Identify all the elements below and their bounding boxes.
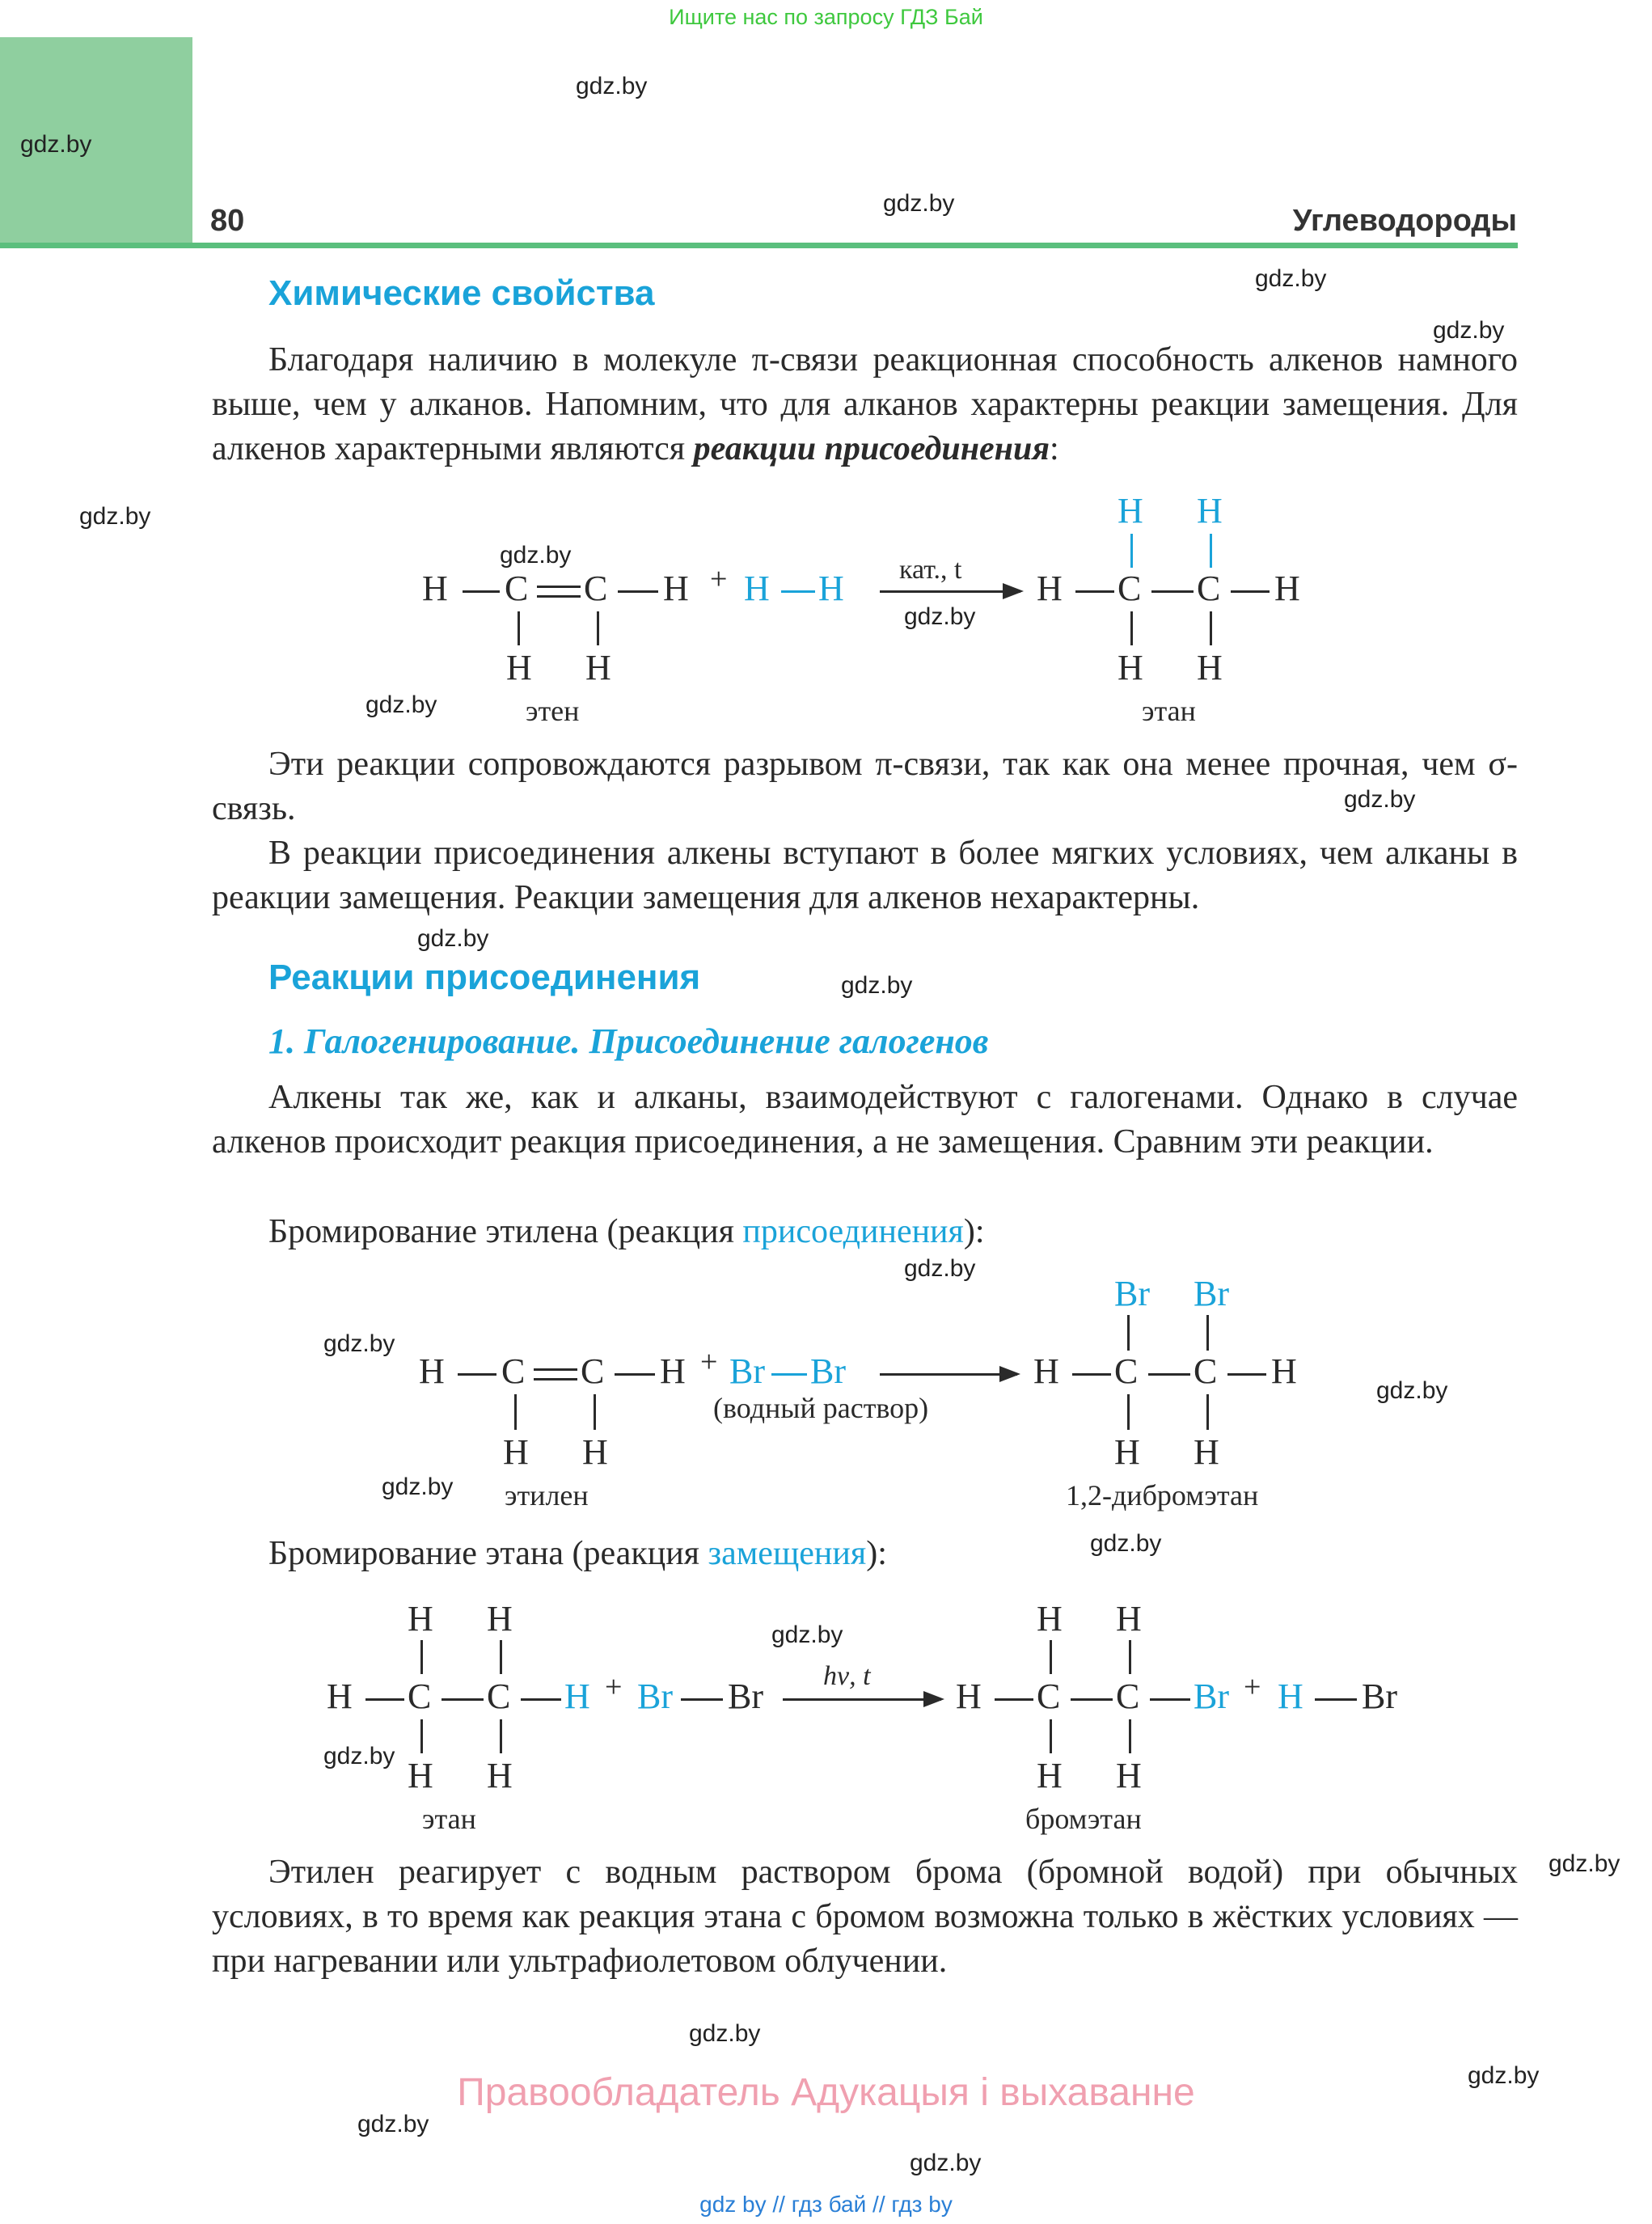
watermark: gdz.by <box>910 2150 982 2176</box>
bond-single <box>458 1373 496 1376</box>
watermark: gdz.by <box>357 2111 429 2137</box>
atom-h: H <box>506 648 532 687</box>
atom-h: H <box>582 1432 608 1472</box>
watermark: gdz.by <box>841 972 913 999</box>
bond-vertical <box>1127 1315 1130 1351</box>
bond-vertical <box>1050 1719 1052 1753</box>
bond-single <box>681 1698 723 1701</box>
plus-sign: + <box>605 1670 623 1704</box>
watermark: gdz.by <box>1433 317 1505 344</box>
atom-br-blue: Br <box>729 1351 765 1391</box>
atom-h-blue: H <box>1197 491 1223 531</box>
watermark: gdz.by <box>883 190 955 217</box>
paragraph-text: Эти реакции сопровождаются разрывом π-связи, так как она менее прочная, чем σ-связь. <box>212 746 1518 827</box>
watermark: gdz.by <box>1344 786 1416 813</box>
watermark: gdz.by <box>576 73 648 99</box>
atom-h: H <box>1116 1756 1142 1795</box>
bond-vertical <box>1129 1640 1131 1674</box>
paragraph-conclusion <box>212 1850 1518 1984</box>
section-title-chemical-properties: Химические свойства <box>268 273 655 313</box>
section-title-addition-reactions: Реакции присоединения <box>268 958 701 997</box>
atom-h: H <box>1033 1351 1059 1391</box>
paragraph-mild-conditions <box>212 831 1518 920</box>
bond-single <box>442 1698 484 1701</box>
atom-br-blue: Br <box>1114 1274 1150 1313</box>
bond-vertical <box>1130 611 1133 645</box>
paragraph-text: В реакции присоединения алкены вступают в более мягких условиях, чем алканы в реакции замещения. Реакции замещения для алкенов нехарактерны. <box>212 835 1518 916</box>
bond-single <box>995 1698 1033 1701</box>
watermark: gdz.by <box>1255 265 1327 292</box>
paragraph-text: Этилен реагирует с водным раствором брома (бромной водой) при обычных условиях, в то время как реакция этана с бромом возможна только в жёстких условиях — при нагревании или ультрафиолетовом облучении. <box>212 1854 1518 1980</box>
label-bromoethane: бромэтан <box>1025 1803 1142 1835</box>
atom-h: H <box>663 569 689 608</box>
atom-h: H <box>419 1351 445 1391</box>
bond-vertical <box>514 1394 517 1430</box>
atom-h: H <box>1116 1599 1142 1638</box>
bond-single-blue <box>771 1373 807 1376</box>
atom-h: H <box>1274 569 1300 608</box>
bond-vertical-blue <box>1130 534 1133 568</box>
atom-h: H <box>1114 1432 1140 1472</box>
bond-single <box>1315 1698 1357 1701</box>
atom-h: H <box>1037 569 1063 608</box>
atom-c: C <box>1037 1676 1061 1716</box>
intro-text: Бромирование этилена (реакция <box>268 1213 743 1250</box>
running-head: Углеводороды <box>1292 204 1517 238</box>
atom-h-blue: H <box>744 569 770 608</box>
label-ethene: этен <box>526 695 580 727</box>
watermark: gdz.by <box>1090 1530 1162 1557</box>
bond-single <box>618 590 658 593</box>
watermark: gdz.by <box>20 131 92 158</box>
label-ethane: этан <box>1142 695 1196 727</box>
atom-h: H <box>1037 1599 1063 1638</box>
term-substitution: замещения <box>708 1535 867 1572</box>
bond-vertical-blue <box>1210 534 1212 568</box>
copyright-notice: Правообладатель Адукацыя і выхаванне <box>457 2071 1195 2114</box>
bond-vertical <box>1127 1394 1130 1430</box>
bond-single <box>1227 1373 1266 1376</box>
atom-h: H <box>1271 1351 1297 1391</box>
atom-br-blue: Br <box>637 1676 673 1716</box>
bond-double-bottom <box>537 595 581 598</box>
bond-single <box>1072 1373 1111 1376</box>
label-ethane: этан <box>422 1803 476 1835</box>
bond-vertical <box>1210 611 1212 645</box>
condition-uv-heat: hν, t <box>823 1661 871 1691</box>
atom-br-blue: Br <box>1194 1676 1229 1716</box>
bond-single <box>1231 590 1270 593</box>
bond-vertical <box>1206 1394 1209 1430</box>
atom-c: C <box>1116 1676 1140 1716</box>
bond-single <box>1071 1698 1113 1701</box>
bond-single <box>615 1373 655 1376</box>
bond-single <box>463 590 500 593</box>
watermark: gdz.by <box>904 1255 976 1282</box>
atom-h: H <box>1037 1756 1063 1795</box>
paragraph-text: Алкены так же, как и алканы, взаимодействуют с галогенами. Однако в случае алкенов происходит реакция присоединения, а не замещения. Сравним эти реакции. <box>212 1079 1518 1161</box>
atom-c: C <box>408 1676 432 1716</box>
atom-c: C <box>1118 569 1142 608</box>
emphasis-addition-reactions: реакции присоединения <box>693 430 1050 467</box>
atom-h: H <box>503 1432 529 1472</box>
watermark: gdz.by <box>1376 1377 1448 1404</box>
term-addition: присоединения <box>742 1213 964 1250</box>
bond-single <box>1075 590 1114 593</box>
ethylene-bromination-intro <box>268 1210 985 1254</box>
atom-c: C <box>487 1676 511 1716</box>
atom-h: H <box>422 569 448 608</box>
atom-br-blue: Br <box>810 1351 846 1391</box>
page-number: 80 <box>210 204 245 238</box>
atom-br: Br <box>1362 1676 1397 1716</box>
watermark: gdz.by <box>500 542 572 569</box>
watermark: gdz.by <box>689 2020 761 2047</box>
atom-h: H <box>956 1676 982 1716</box>
bond-single <box>365 1698 404 1701</box>
bond-double-top <box>537 586 581 588</box>
bond-single <box>1150 1698 1190 1701</box>
plus-sign: + <box>1244 1670 1261 1704</box>
intro-text: ): <box>963 1213 985 1250</box>
paragraph-intro <box>212 338 1518 471</box>
atom-h-blue: H <box>1278 1676 1303 1716</box>
reaction-arrow <box>783 1698 941 1701</box>
label-ethylene: этилен <box>505 1479 589 1512</box>
plus-sign: + <box>700 1345 718 1379</box>
header-rule <box>0 243 1518 248</box>
atom-c: C <box>1114 1351 1139 1391</box>
watermark: gdz.by <box>365 691 437 718</box>
bond-single <box>521 1698 561 1701</box>
watermark: gdz.by <box>382 1474 454 1500</box>
atom-h: H <box>408 1599 433 1638</box>
atom-h: H <box>487 1756 513 1795</box>
paragraph-halogens <box>212 1076 1518 1165</box>
plus-sign: + <box>710 562 728 596</box>
condition-aqueous-solution: (водный раствор) <box>713 1392 929 1424</box>
atom-h-blue: H <box>564 1676 590 1716</box>
paragraph-pi-bond <box>212 742 1518 831</box>
bond-vertical <box>420 1640 423 1674</box>
paragraph-text: : <box>1049 430 1059 467</box>
bond-single <box>1148 1373 1190 1376</box>
atom-br-blue: Br <box>1194 1274 1229 1313</box>
condition-catalyst: кат., t <box>899 555 962 585</box>
watermark: gdz.by <box>1548 1850 1620 1877</box>
bond-vertical <box>500 1640 502 1674</box>
atom-h: H <box>585 648 611 687</box>
atom-h-blue: H <box>818 569 844 608</box>
bond-double-top <box>534 1368 577 1371</box>
bond-single <box>1151 590 1194 593</box>
atom-h: H <box>408 1756 433 1795</box>
top-banner[interactable]: Ищите нас по запросу ГДЗ Бай <box>669 5 983 29</box>
watermark: gdz.by <box>1468 2062 1540 2089</box>
bond-vertical <box>1206 1315 1209 1351</box>
atom-h: H <box>1197 648 1223 687</box>
bond-vertical <box>597 611 599 645</box>
watermark: gdz.by <box>79 503 151 530</box>
bond-vertical <box>1129 1719 1131 1753</box>
atom-h: H <box>327 1676 353 1716</box>
atom-h-blue: H <box>1118 491 1143 531</box>
atom-br: Br <box>728 1676 763 1716</box>
watermark: gdz.by <box>417 925 489 952</box>
atom-h: H <box>1194 1432 1219 1472</box>
watermark: gdz.by <box>323 1330 395 1357</box>
paragraph-text: Благодаря наличию в молекуле π-связи реакционная способность алкенов намного выше, чем у алканов. Напомним, что для алканов характерны реакции замещения. Для алкенов характерными являются <box>212 341 1518 467</box>
reaction-arrow <box>880 1373 1017 1376</box>
label-dibromoethane: 1,2-дибромэтан <box>1066 1479 1259 1512</box>
footer-links[interactable]: gdz by // гдз бай // гдз by <box>699 2192 953 2217</box>
atom-c: C <box>1194 1351 1218 1391</box>
atom-h: H <box>660 1351 686 1391</box>
watermark: gdz.by <box>323 1743 395 1769</box>
bond-vertical <box>500 1719 502 1753</box>
intro-text: ): <box>866 1535 887 1572</box>
watermark: gdz.by <box>771 1621 843 1648</box>
ethane-bromination-intro <box>268 1532 887 1576</box>
atom-h: H <box>487 1599 513 1638</box>
bond-vertical <box>594 1394 596 1430</box>
watermark: gdz.by <box>904 603 976 630</box>
bond-single-blue <box>781 590 815 593</box>
bond-vertical <box>420 1719 423 1753</box>
bond-vertical <box>518 611 520 645</box>
atom-h: H <box>1118 648 1143 687</box>
atom-c: C <box>581 1351 605 1391</box>
atom-c: C <box>505 569 529 608</box>
atom-c: C <box>1197 569 1221 608</box>
atom-c: C <box>501 1351 526 1391</box>
bond-double-bottom <box>534 1378 577 1380</box>
bond-vertical <box>1050 1640 1052 1674</box>
intro-text: Бромирование этана (реакция <box>268 1535 708 1572</box>
reaction-arrow <box>880 590 1020 593</box>
atom-c: C <box>584 569 608 608</box>
subsection-title-halogenation: 1. Галогенирование. Присоединение галогенов <box>268 1021 989 1061</box>
